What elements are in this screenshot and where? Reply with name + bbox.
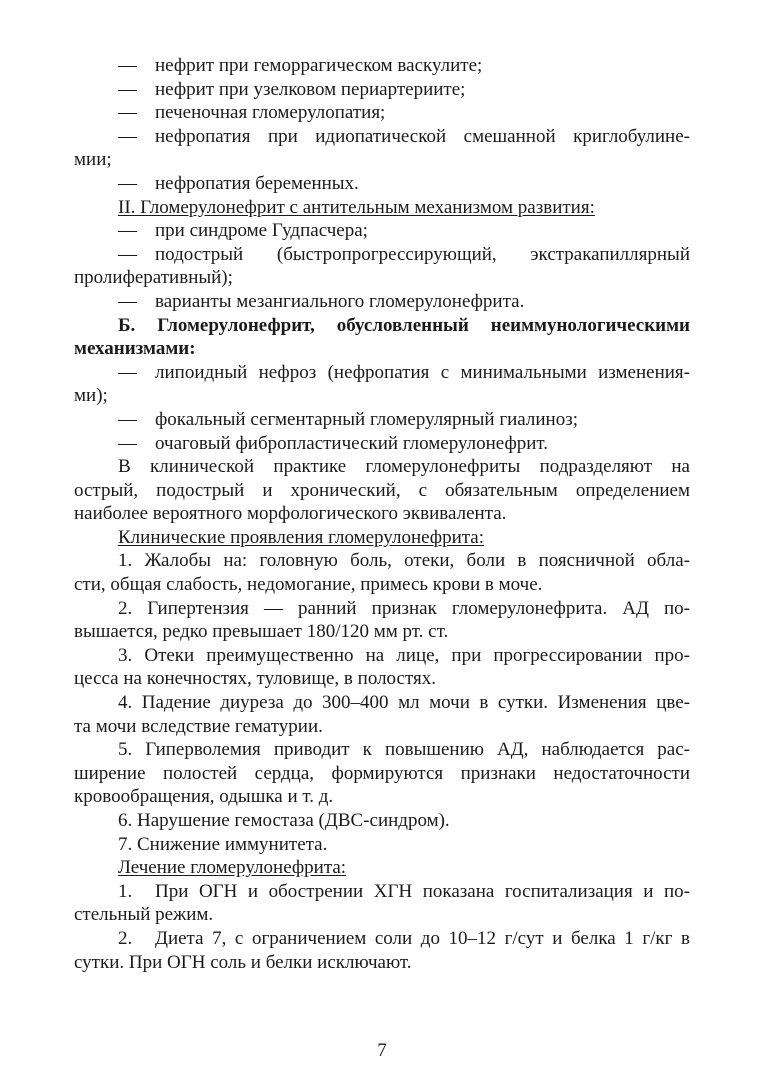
numbered-item: 3. Отеки преимущественно на лице, при прогрессировании про- — [118, 644, 690, 666]
list-item — [74, 101, 690, 125]
dash: — — [118, 361, 137, 383]
item-number: 2. — [118, 927, 133, 949]
list-item — [74, 78, 690, 102]
list-item-continuation: ми); — [74, 385, 108, 407]
list-item-text: нефрит при геморрагическом васкулите; — [155, 55, 483, 76]
section-heading-b: Б. Гломерулонефрит, обусловленный неиммунологическими — [118, 314, 690, 336]
list-item — [74, 125, 690, 149]
numbered-item: 7. Снижение иммунитета. — [118, 833, 328, 855]
dash: — — [118, 408, 137, 430]
numbered-item-continuation: вышается, редко превышает 180/120 мм рт. ст. — [74, 621, 449, 643]
list-item-text: подострый (быстропрогрессирующий, экстракапиллярный — [155, 243, 690, 265]
list-item-continuation: мии; — [74, 149, 112, 171]
list-item-text: липоидный нефроз (нефропатия с минимальными изменения- — [155, 361, 690, 383]
treatment-item — [74, 880, 690, 904]
dash: — — [118, 55, 137, 76]
dash: — — [118, 290, 137, 312]
paragraph-line: острый, подострый и хронический, с обязательным определением — [74, 479, 690, 501]
dash: — — [118, 220, 137, 242]
numbered-item-continuation: ширение полостей сердца, формируются признаки недостаточности — [74, 762, 690, 784]
treatment-item-continuation: сутки. При ОГН соль и белки исключают. — [74, 951, 412, 973]
section-heading-text: Клинические проявления гломерулонефрита: — [118, 526, 485, 548]
page-number: 7 — [377, 1040, 387, 1061]
list-item — [74, 290, 690, 314]
numbered-item: 4. Падение диуреза до 300–400 мл мочи в сутки. Изменения цве- — [118, 692, 690, 714]
treatment-item-text: При ОГН и обострении ХГН показана госпитализация и по- — [155, 880, 690, 902]
list-item-text: фокальный сегментарный гломерулярный гиалиноз; — [155, 408, 578, 430]
item-number: 1. — [118, 880, 133, 902]
section-heading-text: II. Гломерулонефрит с антительным механизмом развития: — [118, 196, 595, 218]
section-heading-ii — [74, 196, 690, 220]
list-item — [74, 408, 690, 432]
numbered-item: 5. Гиперволемия приводит к повышению АД, наблюдается рас- — [118, 739, 690, 761]
dash: — — [118, 78, 137, 100]
numbered-item: 6. Нарушение гемостаза (ДВС-синдром). — [118, 810, 450, 831]
section-heading-treatment — [74, 856, 690, 880]
list-item — [74, 54, 690, 78]
list-item-text: печеночная гломерулопатия; — [155, 102, 386, 124]
numbered-item-continuation: кровообращения, одышка и т. д. — [74, 786, 334, 808]
list-item-text: варианты мезангиального гломерулонефрита. — [155, 290, 525, 312]
dash: — — [118, 172, 137, 194]
paragraph-line: В клинической практике гломерулонефриты подразделяют на — [118, 456, 690, 478]
list-item-text: нефрит при узелковом периартериите; — [155, 78, 466, 100]
list-item-text: нефропатия при идиопатической смешанной криглобулине- — [155, 125, 690, 147]
numbered-item-continuation: цесса на конечностях, туловище, в полостях. — [74, 668, 436, 690]
list-item-text: очаговый фибропластический гломерулонефрит. — [155, 432, 549, 454]
list-item-text: при синдроме Гудпасчера; — [155, 220, 368, 242]
treatment-item-continuation: стельный режим. — [74, 904, 214, 926]
list-item — [74, 361, 690, 385]
dash: — — [118, 243, 137, 265]
dash: — — [118, 432, 137, 454]
list-item-continuation: пролиферативный); — [74, 267, 233, 289]
list-item — [74, 432, 690, 456]
page-text — [74, 54, 690, 974]
treatment-item-text: Диета 7, с ограничением соли до 10–12 г/сут и белка 1 г/кг в — [155, 927, 690, 949]
numbered-item: 1. Жалобы на: головную боль, отеки, боли в поясничной обла- — [118, 550, 690, 572]
paragraph-line: наиболее вероятного морфологического эквивалента. — [74, 503, 507, 525]
dash: — — [118, 102, 137, 124]
numbered-item-continuation: сти, общая слабость, недомогание, примесь крови в моче. — [74, 574, 543, 596]
numbered-item: 2. Гипертензия — ранний признак гломерулонефрита. АД по- — [118, 597, 690, 619]
list-item — [74, 172, 690, 196]
list-item-text: нефропатия беременных. — [155, 172, 359, 194]
treatment-item — [74, 927, 690, 951]
list-item — [74, 243, 690, 267]
numbered-item-continuation: та мочи вследствие гематурии. — [74, 715, 323, 737]
section-heading-text: Лечение гломерулонефрита: — [118, 857, 347, 879]
dash: — — [118, 125, 137, 147]
section-heading-manifestations — [74, 526, 690, 550]
section-heading-b-continuation: механизмами: — [74, 338, 196, 360]
list-item — [74, 219, 690, 243]
